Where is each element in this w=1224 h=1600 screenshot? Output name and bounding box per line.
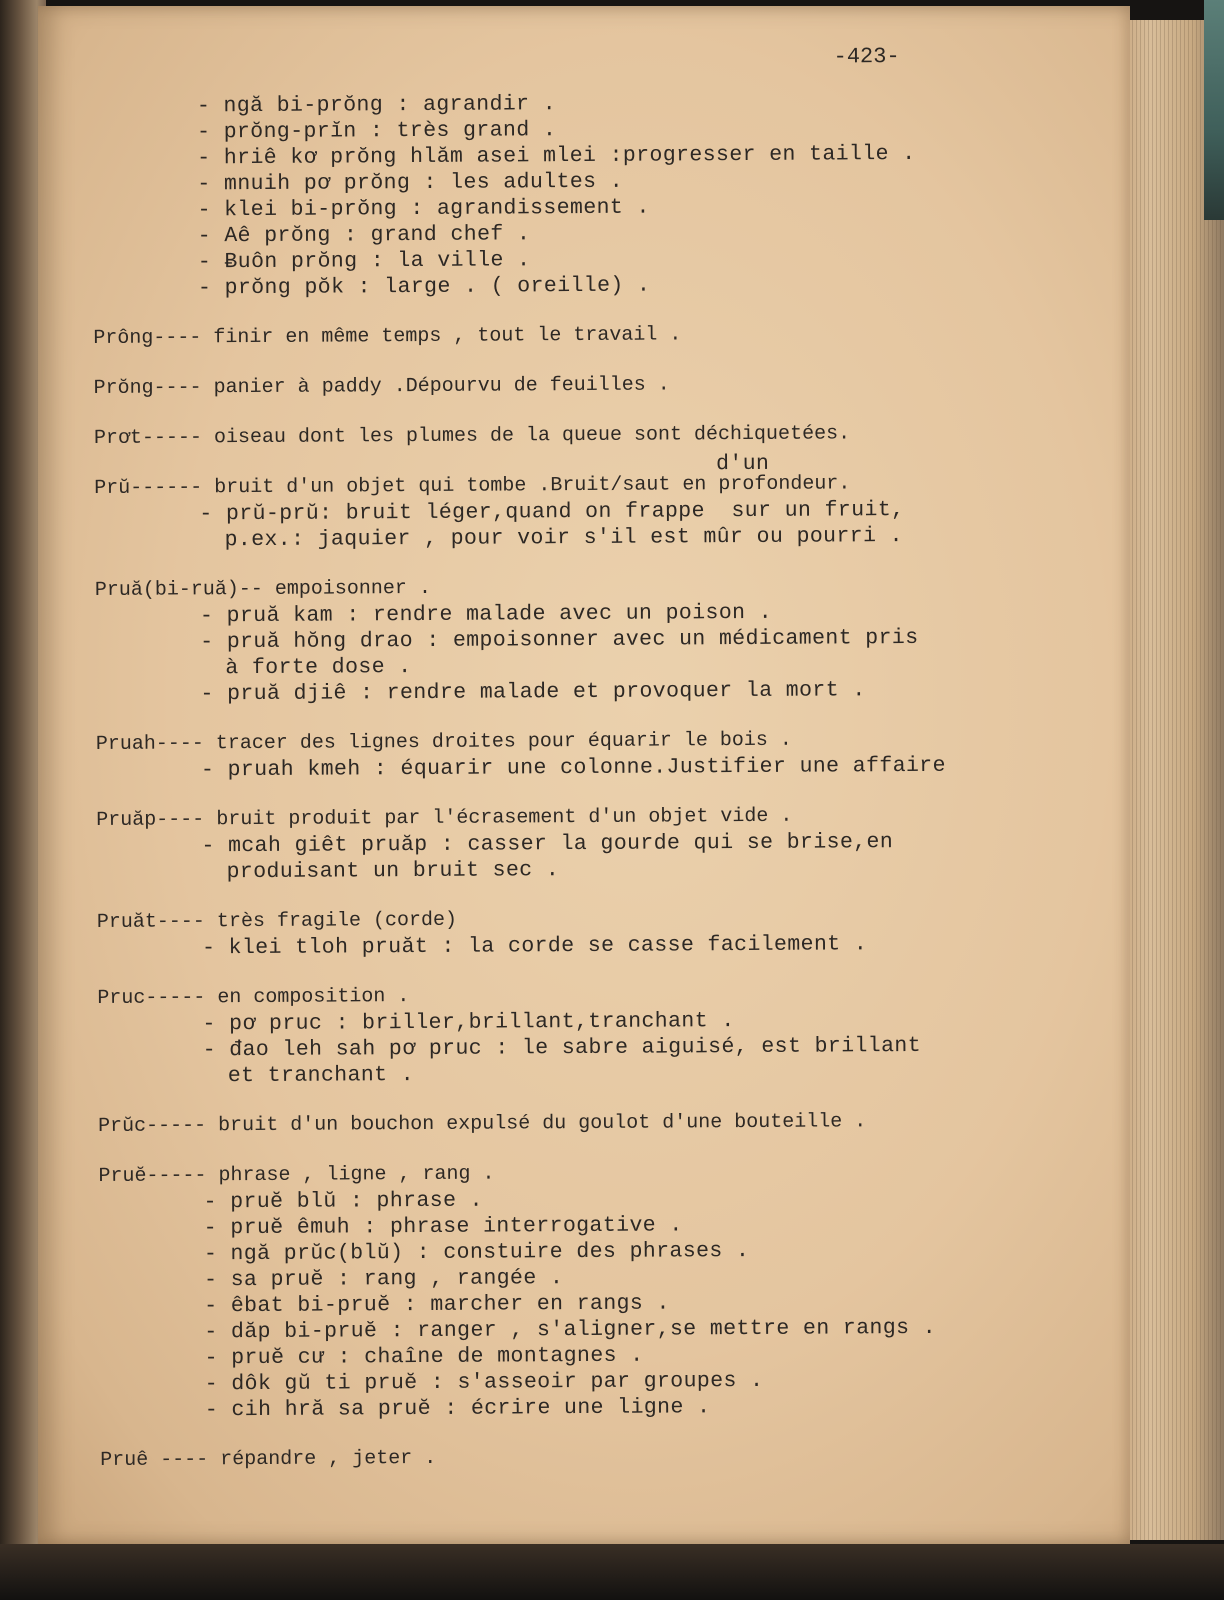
headword-line: Pruăp---- bruit produit par l'écrasement d'un objet vide . (96, 804, 793, 832)
headword-line: Prông---- finir en même temps , tout le travail . (93, 323, 682, 350)
entry-line: - klei tloh pruăt : la corde se casse facilement . (201, 932, 868, 961)
dictionary-page (38, 6, 1130, 1544)
entry-line: - klei bi-prŏng : agrandissement . (197, 195, 650, 223)
book-page-edges (1120, 20, 1224, 1540)
entry-line: - pruă kam : rendre malade avec un poison . (199, 600, 773, 629)
page-number: -423- (833, 44, 900, 70)
headword-line: Pruê ---- répandre , jeter . (100, 1446, 437, 1472)
entry-line: - pruĕ cư : chaîne de montagnes . (204, 1343, 644, 1371)
entry-line: - dôk gŭ ti pruĕ : s'asseoir par groupes . (204, 1368, 764, 1397)
entry-line: - Aê prŏng : grand chef . (197, 222, 531, 249)
entry-line: - pruĕ blŭ : phrase . (203, 1188, 484, 1215)
entry-line: - êbat bi-pruĕ : marcher en rangs . (204, 1291, 670, 1319)
headword-line: Pruah---- tracer des lignes droites pour équarir le bois . (95, 728, 792, 756)
entry-line: - prŏng-prĭn : très grand . (196, 118, 557, 145)
entry-line: - ngă prŭc(blŭ) : constuire des phrases . (203, 1238, 750, 1267)
book-cover-corner (1204, 0, 1224, 220)
entry-line: - ngă bi-prŏng : agrandir . (196, 92, 557, 119)
book-bottom-shadow (0, 1544, 1224, 1600)
entry-line: - pơ pruc : briller,brillant,tranchant . (202, 1009, 735, 1037)
entry-line: produisant un bruit sec . (226, 858, 560, 885)
entry-line: - hriê kơ prŏng hlăm asei mlei :progresser en taille . (197, 141, 916, 171)
entry-line: - pruă djiê : rendre malade et provoquer la mort . (200, 678, 866, 707)
entry-line: - pruah kmeh : équarir une colonne.Justifier une affaire (200, 753, 946, 783)
entry-line: p.ex.: jaquier , pour voir s'il est mûr ou pourri . (224, 524, 904, 553)
typed-text-block (38, 6, 1130, 1544)
entry-line: - pruă hŏng drao : empoisonner avec un médicament pris (200, 625, 919, 655)
entry-line: - Ƀuôn prŏng : la ville . (197, 248, 531, 275)
headword-line: Prŏng---- panier à paddy .Dépourvu de feuilles . (93, 373, 670, 400)
headword-line: Pruăt---- très fragile (corde) (96, 908, 458, 934)
entry-line: - mnuih pơ prŏng : les adultes . (197, 169, 624, 197)
entry-line: - prŭ-prŭ: bruit léger,quand on frappe sur un fruit, (199, 498, 905, 527)
headword-line: Prŭ------ bruit d'un objet qui tombe .Bruit/saut en profondeur. (94, 472, 851, 500)
entry-line: - cih hră sa pruĕ : écrire une ligne . (204, 1395, 711, 1423)
entry-line: - sa pruĕ : rang , rangée . (204, 1266, 564, 1293)
entry-line: - prŏng pŏk : large . ( oreille) . (197, 273, 651, 301)
inserted-word: d'un (716, 451, 770, 477)
entry-line: - pruĕ êmuh : phrase interrogative . (203, 1213, 683, 1241)
entry-line: - mcah giêt pruăp : casser la gourde qui se brise,en (201, 830, 894, 859)
headword-line: Prŭc----- bruit d'un bouchon expulsé du goulot d'une bouteille . (98, 1110, 867, 1138)
entry-line: - dăp bi-pruĕ : ranger , s'aligner,se mettre en rangs . (204, 1315, 937, 1345)
entry-line: à forte dose . (225, 655, 412, 681)
headword-line: Pruc----- en composition . (97, 985, 410, 1010)
headword-line: Prơt----- oiseau dont les plumes de la queue sont déchiquetées. (93, 422, 851, 450)
entry-line: - đao leh sah pơ pruc : le sabre aiguisé, est brillant (202, 1033, 922, 1063)
headword-line: Pruĕ----- phrase , ligne , rang . (98, 1162, 495, 1188)
entry-line: et tranchant . (227, 1063, 415, 1089)
headword-line: Pruă(bi-ruă)-- empoisonner . (94, 576, 431, 602)
